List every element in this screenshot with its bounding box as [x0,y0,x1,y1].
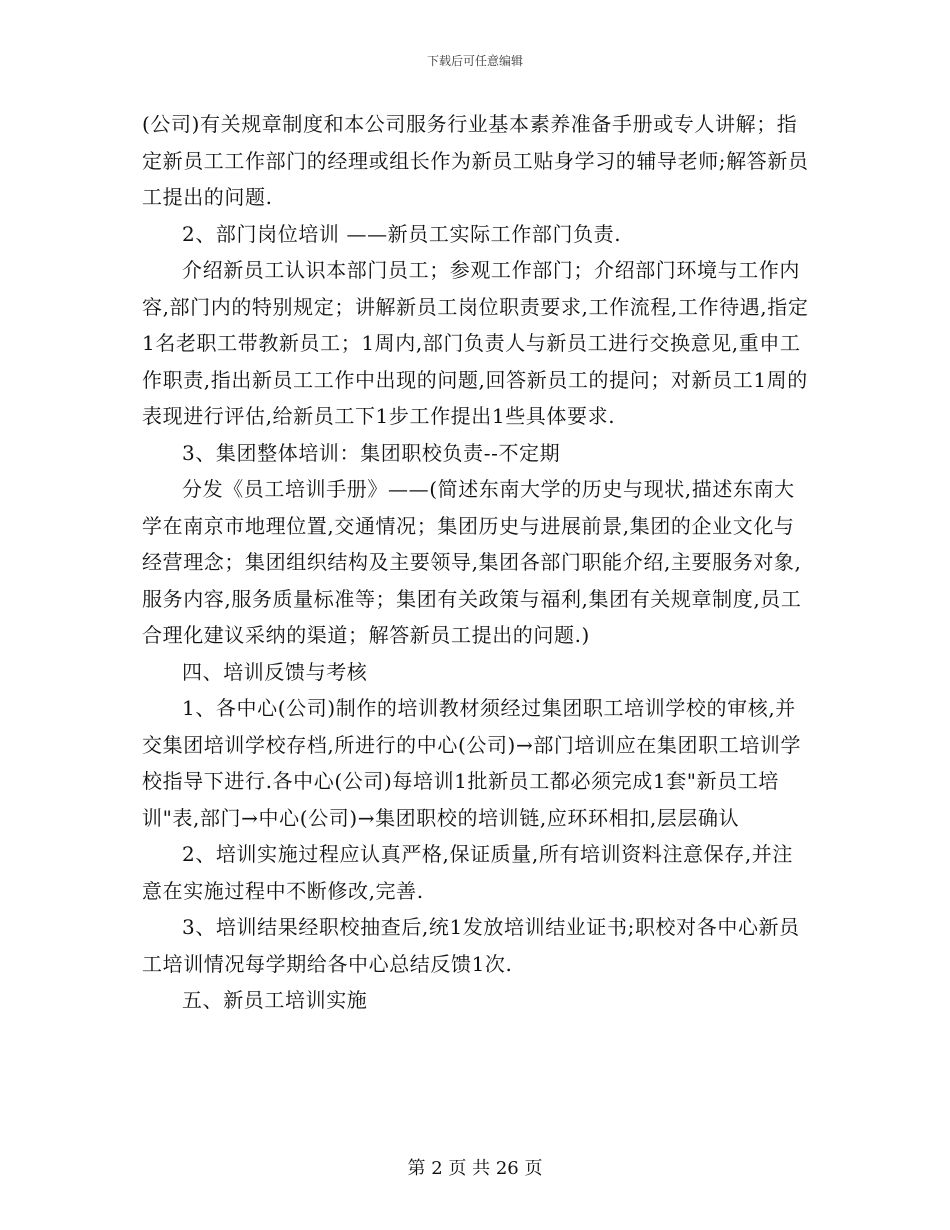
paragraph: 2、部门岗位培训 ——新员工实际工作部门负责. [182,221,622,246]
paragraph: 2、培训实施过程应认真严格,保证质量,所有培训资料注意保存,并注意在实施过程中不断修改,完善. [142,842,793,903]
page-header: 下载后可任意编辑 [426,54,523,68]
paragraph: 分发《员工培训手册》——(简述东南大学的历史与现状,描述东南大学在南京市地理位置,交通情况；集团历史与进展前景,集团的企业文化与经营理念；集团组织结构及主要领导,集团各部门职能介绍,主要服务对象,服务内容,服务质量标准等；集团有关政策与福利,集团有关规章制度,员工合理化建议采纳的渠道；解答新员工提出的问题.) [142,477,802,647]
paragraph: 3、集团整体培训：集团职校负责--不定期 [182,440,561,465]
section-heading: 五、新员工培训实施 [182,988,368,1012]
section-heading: 四、培训反馈与考核 [182,659,368,684]
paragraph: 介绍新员工认识本部门员工；参观工作部门；介绍部门环境与工作内容,部门内的特别规定；讲解新员工岗位职责要求,工作流程,工作待遇,指定1名老职工带教新员工；1周内,部门负责人与新员工进行交换意见,重申工作职责,指出新员工工作中出现的问题,回答新员工的提问；对新员工1周的表现进行评估,给新员工下1步工作提出1些具体要求. [142,258,809,428]
page-number: 第 2 页 共 26 页 [407,1158,543,1179]
document-body [142,106,810,1019]
paragraph: (公司)有关规章制度和本公司服务行业基本素养准备手册或专人讲解；指定新员工工作部门的经理或组长作为新员工贴身学习的辅导老师;解答新员工提出的问题. [142,112,809,209]
paragraph: 1、各中心(公司)制作的培训教材须经过集团职工培训学校的审核,并交集团培训学校存档,所进行的中心(公司)→部门培训应在集团职工培训学校指导下进行.各中心(公司)每培训1批新员工都必须完成1套"新员工培训"表,部门→中心(公司)→集团职校的培训链,应环环相扣,层层确认 [142,696,802,830]
paragraph: 3、培训结果经职校抽查后,统1发放培训结业证书;职校对各中心新员工培训情况每学期给各中心总结反馈1次. [142,915,800,976]
